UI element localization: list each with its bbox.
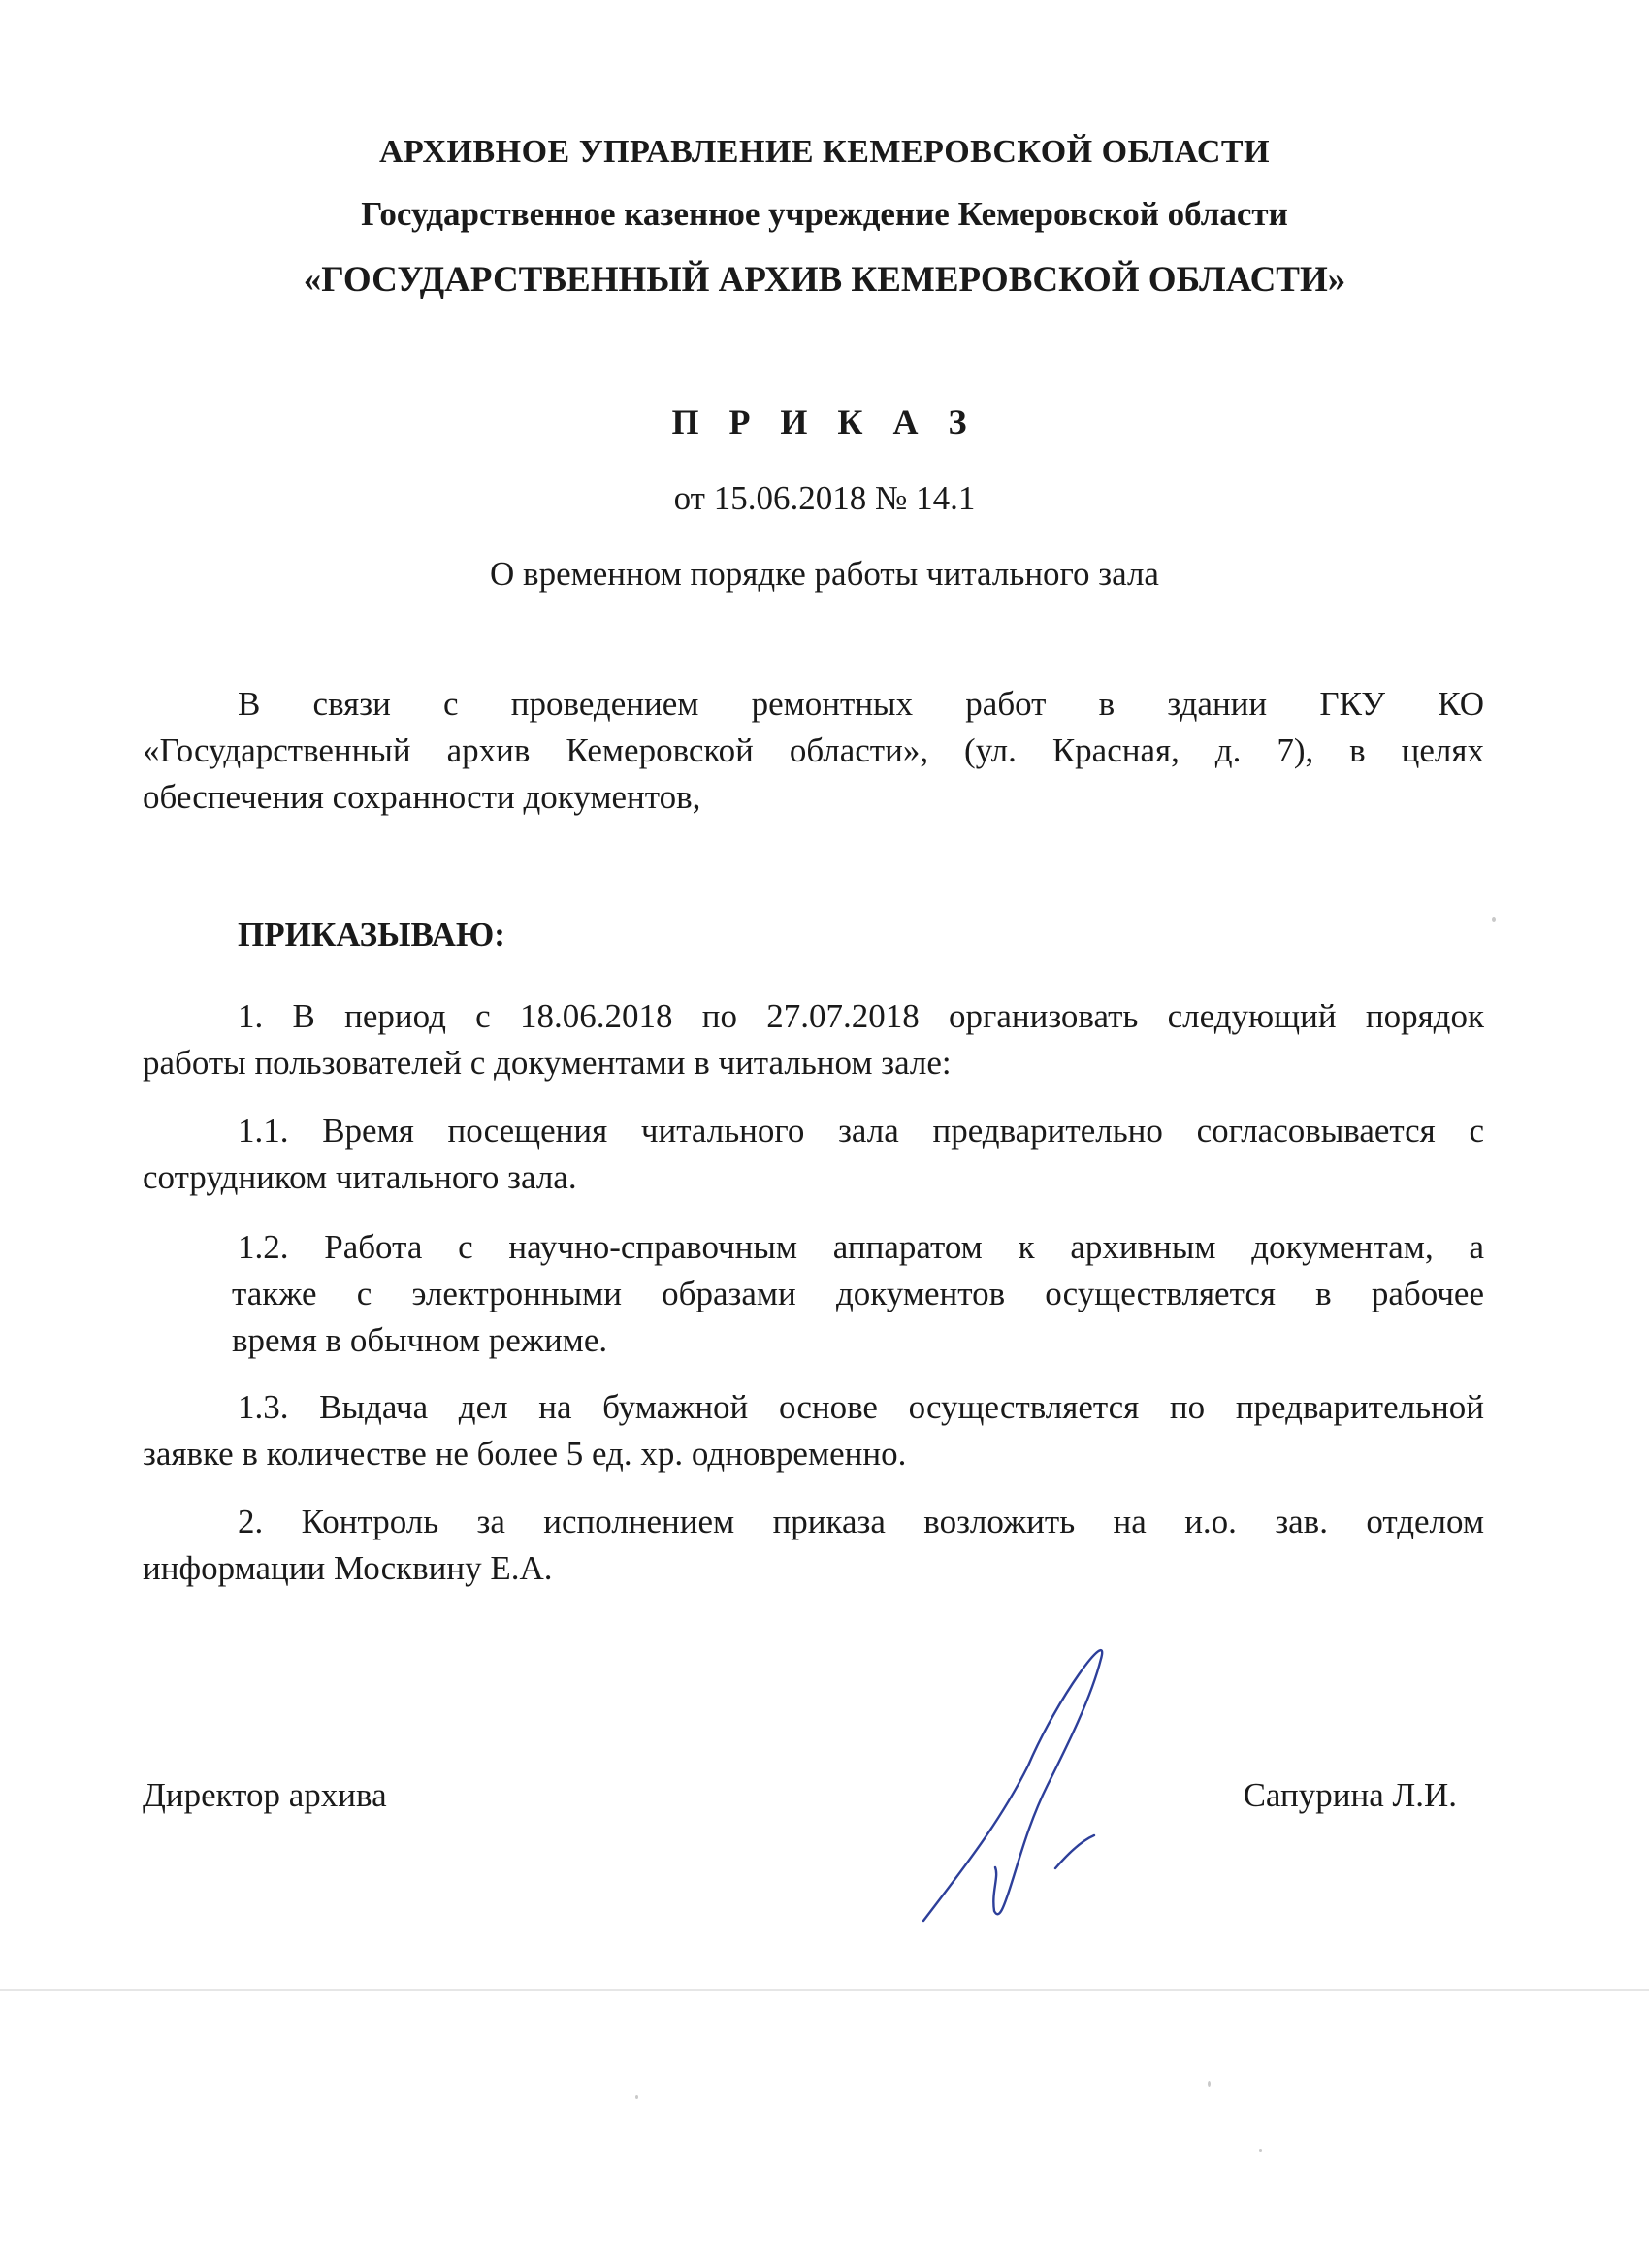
order-item-line: 2. Контроль за исполнением приказа возложить на и.о. зав. отделом: [238, 1503, 1484, 1540]
signature-stroke: [923, 1650, 1102, 1921]
order-item-1: [143, 993, 1484, 1086]
order-item-line: также с электронными образами документов осуществляется в рабочее: [232, 1275, 1484, 1312]
signer-title: Директор архива: [143, 1776, 387, 1814]
order-item-line: сотрудником читального зала.: [143, 1158, 577, 1196]
scan-fold-line: [0, 1989, 1649, 1991]
intro-line: «Государственный архив Кемеровской области», (ул. Красная, д. 7), в целях: [143, 731, 1484, 769]
intro-line: В связи с проведением ремонтных работ в здании ГКУ КО: [238, 685, 1484, 723]
order-item-line: 1.1. Время посещения читального зала предварительно согласовывается с: [238, 1112, 1484, 1150]
order-item-1-2: [143, 1224, 1484, 1364]
handwritten-signature: [902, 1630, 1116, 1940]
order-item-line: информации Москвину Е.А.: [143, 1549, 553, 1587]
order-word: ПРИКАЗЫВАЮ:: [238, 916, 505, 954]
document-subject: О временном порядке работы читального зала: [490, 555, 1159, 593]
signer-name: Сапурина Л.И.: [1243, 1776, 1457, 1814]
header-institution-name: «ГОСУДАРСТВЕННЫЙ АРХИВ КЕМЕРОВСКОЙ ОБЛАСТИ»: [303, 260, 1346, 300]
scan-speck: [1492, 917, 1496, 922]
order-item-line: время в обычном режиме.: [232, 1321, 608, 1359]
scan-speck: [1208, 2081, 1211, 2087]
header-agency: АРХИВНОЕ УПРАВЛЕНИЕ КЕМЕРОВСКОЙ ОБЛАСТИ: [378, 134, 1271, 170]
intro-line: обеспечения сохранности документов,: [143, 778, 701, 816]
order-item-1-3: [143, 1384, 1484, 1477]
document-type: П Р И К А З: [671, 403, 978, 441]
scan-speck: [635, 2095, 638, 2099]
order-item-line: 1. В период с 18.06.2018 по 27.07.2018 организовать следующий порядок: [238, 997, 1484, 1035]
order-item-line: 1.2. Работа с научно-справочным аппаратом к архивным документам, а: [238, 1228, 1484, 1266]
intro-paragraph: [143, 681, 1484, 821]
signature-stroke: [1055, 1835, 1094, 1868]
order-item-line: заявке в количестве не более 5 ед. хр. одновременно.: [143, 1435, 907, 1473]
document-date-number: от 15.06.2018 № 14.1: [673, 479, 976, 517]
order-item-line: работы пользователей с документами в читальном зале:: [143, 1044, 952, 1082]
order-item-2: [143, 1499, 1484, 1592]
header-institution-type: Государственное казенное учреждение Кемеровской области: [361, 195, 1288, 233]
order-item-line: 1.3. Выдача дел на бумажной основе осуществляется по предварительной: [238, 1388, 1484, 1426]
order-item-1-1: [143, 1108, 1484, 1201]
scan-speck: [1259, 2149, 1262, 2152]
